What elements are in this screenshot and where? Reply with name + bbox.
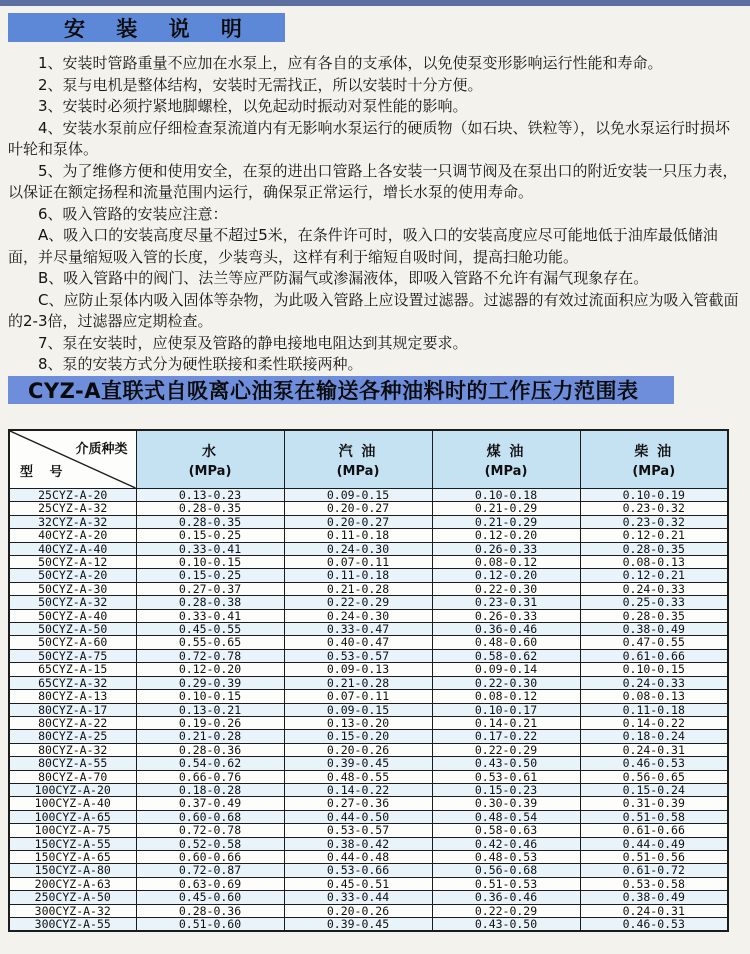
column-header	[432, 430, 580, 489]
water-pressure-cell: 0.51-0.60	[136, 918, 284, 932]
water-pressure-cell: 0.15-0.25	[136, 569, 284, 582]
water-pressure-cell: 0.28-0.38	[136, 596, 284, 609]
model-cell: 80CYZ-A-70	[9, 770, 136, 783]
diesel-pressure-cell: 0.46-0.53	[580, 918, 728, 932]
water-pressure-cell: 0.66-0.76	[136, 770, 284, 783]
kerosene-pressure-cell: 0.42-0.46	[432, 837, 580, 850]
table-row	[9, 623, 728, 636]
water-pressure-cell: 0.29-0.39	[136, 676, 284, 689]
model-cell: 100CYZ-A-40	[9, 797, 136, 810]
kerosene-pressure-cell: 0.43-0.50	[432, 918, 580, 932]
model-cell: 65CYZ-A-15	[9, 663, 136, 676]
model-cell: 50CYZ-A-50	[9, 623, 136, 636]
table-row	[9, 770, 728, 783]
water-pressure-cell: 0.60-0.68	[136, 810, 284, 823]
kerosene-pressure-cell: 0.58-0.62	[432, 649, 580, 662]
diesel-pressure-cell: 0.10-0.15	[580, 663, 728, 676]
instruction-item: A、吸入口的安装高度尽量不超过5米，在条件许可时，吸入口的安装高度应尽可能地低于油库最低储油面，并尽量缩短吸入管的长度，少装弯头，这样有利于缩短自吸时间，提高扫舱功能。	[8, 226, 718, 266]
water-pressure-cell: 0.28-0.35	[136, 502, 284, 515]
kerosene-pressure-cell: 0.51-0.53	[432, 877, 580, 890]
diesel-pressure-cell: 0.25-0.33	[580, 596, 728, 609]
instruction-item: 6、吸入管路的安装应注意：	[38, 204, 228, 223]
model-cell: 100CYZ-A-20	[9, 783, 136, 796]
table-row	[9, 663, 728, 676]
gasoline-pressure-cell: 0.22-0.29	[284, 596, 432, 609]
diesel-pressure-cell: 0.24-0.33	[580, 676, 728, 689]
gasoline-pressure-cell: 0.21-0.28	[284, 582, 432, 595]
kerosene-pressure-cell: 0.22-0.30	[432, 582, 580, 595]
instruction-item: B、吸入管路中的阀门、法兰等应严防漏气或渗漏液体，即吸入管路不允许有漏气现象存在。	[38, 269, 649, 287]
diesel-pressure-cell: 0.14-0.22	[580, 716, 728, 729]
diesel-pressure-cell: 0.61-0.66	[580, 649, 728, 662]
column-header	[284, 430, 432, 489]
model-cell: 80CYZ-A-32	[9, 743, 136, 756]
kerosene-pressure-cell: 0.53-0.61	[432, 770, 580, 783]
table-row	[9, 703, 728, 716]
table-body	[9, 489, 728, 932]
table-row	[9, 730, 728, 743]
kerosene-pressure-cell: 0.26-0.33	[432, 609, 580, 622]
water-pressure-cell: 0.72-0.78	[136, 824, 284, 837]
table-row	[9, 864, 728, 877]
table-row	[9, 810, 728, 823]
water-pressure-cell: 0.63-0.69	[136, 877, 284, 890]
water-pressure-cell: 0.19-0.26	[136, 716, 284, 729]
water-pressure-cell: 0.28-0.36	[136, 743, 284, 756]
table-row	[9, 636, 728, 649]
water-pressure-cell: 0.27-0.37	[136, 582, 284, 595]
model-cell: 80CYZ-A-13	[9, 690, 136, 703]
kerosene-pressure-cell: 0.08-0.12	[432, 556, 580, 569]
kerosene-pressure-cell: 0.43-0.50	[432, 757, 580, 770]
gasoline-pressure-cell: 0.33-0.47	[284, 623, 432, 636]
water-pressure-cell: 0.10-0.15	[136, 690, 284, 703]
column-header-unit: (MPa)	[632, 463, 676, 479]
kerosene-pressure-cell: 0.21-0.29	[432, 502, 580, 515]
model-cell: 65CYZ-A-32	[9, 676, 136, 689]
instruction-item: C、应防止泵体内吸入固体等杂物，为此吸入管路上应设置过滤器。过滤器的有效过流面积应为吸入管截面的2-3倍，过滤器应定期检查。	[8, 290, 739, 330]
column-header-name: 汽 油	[338, 443, 378, 460]
model-cell: 50CYZ-A-12	[9, 556, 136, 569]
kerosene-pressure-cell: 0.36-0.46	[432, 891, 580, 904]
column-header-unit: (MPa)	[336, 463, 380, 479]
water-pressure-cell: 0.52-0.58	[136, 837, 284, 850]
kerosene-pressure-cell: 0.48-0.54	[432, 810, 580, 823]
table-row	[9, 918, 728, 932]
instruction-item: 1、安装时管路重量不应加在水泵上，应有各自的支承体，以免使泵变形影响运行性能和寿命。	[38, 54, 663, 72]
kerosene-pressure-cell: 0.21-0.29	[432, 515, 580, 528]
diesel-pressure-cell: 0.38-0.49	[580, 891, 728, 904]
water-pressure-cell: 0.45-0.55	[136, 623, 284, 636]
water-pressure-cell: 0.13-0.21	[136, 703, 284, 716]
gasoline-pressure-cell: 0.09-0.15	[284, 703, 432, 716]
gasoline-pressure-cell: 0.11-0.18	[284, 569, 432, 582]
gasoline-pressure-cell: 0.07-0.11	[284, 556, 432, 569]
kerosene-pressure-cell: 0.56-0.68	[432, 864, 580, 877]
scan-edge-strip	[0, 0, 750, 6]
kerosene-pressure-cell: 0.10-0.17	[432, 703, 580, 716]
column-header	[136, 430, 284, 489]
kerosene-pressure-cell: 0.17-0.22	[432, 730, 580, 743]
water-pressure-cell: 0.60-0.66	[136, 850, 284, 863]
table-row	[9, 716, 728, 729]
diesel-pressure-cell: 0.28-0.35	[580, 609, 728, 622]
gasoline-pressure-cell: 0.53-0.66	[284, 864, 432, 877]
table-row	[9, 877, 728, 890]
table-row	[9, 743, 728, 756]
diesel-pressure-cell: 0.24-0.31	[580, 743, 728, 756]
gasoline-pressure-cell: 0.40-0.47	[284, 636, 432, 649]
gasoline-pressure-cell: 0.38-0.42	[284, 837, 432, 850]
gasoline-pressure-cell: 0.11-0.18	[284, 529, 432, 542]
table-header-row	[9, 430, 728, 489]
table-row	[9, 891, 728, 904]
table-row	[9, 797, 728, 810]
water-pressure-cell: 0.18-0.28	[136, 783, 284, 796]
column-header-name: 水	[202, 443, 218, 460]
diesel-pressure-cell: 0.61-0.72	[580, 864, 728, 877]
table-row	[9, 596, 728, 609]
column-header-unit: (MPa)	[484, 463, 528, 479]
gasoline-pressure-cell: 0.39-0.45	[284, 757, 432, 770]
diesel-pressure-cell: 0.38-0.49	[580, 623, 728, 636]
diesel-pressure-cell: 0.15-0.24	[580, 783, 728, 796]
model-cell: 300CYZ-A-55	[9, 918, 136, 932]
kerosene-pressure-cell: 0.23-0.31	[432, 596, 580, 609]
table-row	[9, 837, 728, 850]
table-row	[9, 904, 728, 917]
model-cell: 200CYZ-A-63	[9, 877, 136, 890]
model-cell: 100CYZ-A-75	[9, 824, 136, 837]
table-row	[9, 690, 728, 703]
gasoline-pressure-cell: 0.44-0.50	[284, 810, 432, 823]
gasoline-pressure-cell: 0.15-0.20	[284, 730, 432, 743]
gasoline-pressure-cell: 0.45-0.51	[284, 877, 432, 890]
gasoline-pressure-cell: 0.53-0.57	[284, 649, 432, 662]
kerosene-pressure-cell: 0.22-0.29	[432, 904, 580, 917]
kerosene-pressure-cell: 0.10-0.18	[432, 489, 580, 502]
diesel-pressure-cell: 0.56-0.65	[580, 770, 728, 783]
diesel-pressure-cell: 0.11-0.18	[580, 703, 728, 716]
model-cell: 50CYZ-A-40	[9, 609, 136, 622]
gasoline-pressure-cell: 0.27-0.36	[284, 797, 432, 810]
diesel-pressure-cell: 0.46-0.53	[580, 757, 728, 770]
diesel-pressure-cell: 0.23-0.32	[580, 502, 728, 515]
diesel-pressure-cell: 0.28-0.35	[580, 542, 728, 555]
diesel-pressure-cell: 0.12-0.21	[580, 569, 728, 582]
model-cell: 50CYZ-A-75	[9, 649, 136, 662]
gasoline-pressure-cell: 0.44-0.48	[284, 850, 432, 863]
corner-label-model: 型 号	[20, 465, 69, 480]
diesel-pressure-cell: 0.51-0.58	[580, 810, 728, 823]
gasoline-pressure-cell: 0.09-0.13	[284, 663, 432, 676]
kerosene-pressure-cell: 0.12-0.20	[432, 569, 580, 582]
gasoline-pressure-cell: 0.53-0.57	[284, 824, 432, 837]
column-header-unit: (MPa)	[188, 463, 232, 479]
table-row	[9, 676, 728, 689]
diesel-pressure-cell: 0.24-0.33	[580, 582, 728, 595]
section-title-bar	[8, 13, 285, 42]
kerosene-pressure-cell: 0.36-0.46	[432, 623, 580, 636]
model-cell: 32CYZ-A-32	[9, 515, 136, 528]
water-pressure-cell: 0.72-0.78	[136, 649, 284, 662]
gasoline-pressure-cell: 0.20-0.27	[284, 515, 432, 528]
diesel-pressure-cell: 0.51-0.56	[580, 850, 728, 863]
kerosene-pressure-cell: 0.22-0.29	[432, 743, 580, 756]
model-cell: 80CYZ-A-55	[9, 757, 136, 770]
diesel-pressure-cell: 0.23-0.32	[580, 515, 728, 528]
table-row	[9, 569, 728, 582]
table-row	[9, 824, 728, 837]
corner-label-media-type: 介质种类	[75, 442, 128, 457]
table-row	[9, 783, 728, 796]
kerosene-pressure-cell: 0.15-0.23	[432, 783, 580, 796]
water-pressure-cell: 0.37-0.49	[136, 797, 284, 810]
instruction-item: 4、安装水泵前应仔细检查泵流道内有无影响水泵运行的硬质物（如石块、铁粒等），以免水泵运行时损坏叶轮和泵体。	[8, 118, 731, 158]
water-pressure-cell: 0.33-0.41	[136, 542, 284, 555]
table-row	[9, 649, 728, 662]
table-title-banner	[8, 376, 674, 404]
water-pressure-cell: 0.54-0.62	[136, 757, 284, 770]
model-cell: 50CYZ-A-32	[9, 596, 136, 609]
model-cell: 50CYZ-A-30	[9, 582, 136, 595]
diesel-pressure-cell: 0.18-0.24	[580, 730, 728, 743]
instruction-item: 2、泵与电机是整体结构，安装时无需找正，所以安装时十分方便。	[38, 75, 483, 94]
model-cell: 40CYZ-A-20	[9, 529, 136, 542]
model-cell: 150CYZ-A-65	[9, 850, 136, 863]
table-row	[9, 489, 728, 502]
water-pressure-cell: 0.45-0.60	[136, 891, 284, 904]
table-row	[9, 529, 728, 542]
water-pressure-cell: 0.15-0.25	[136, 529, 284, 542]
gasoline-pressure-cell: 0.21-0.28	[284, 676, 432, 689]
table-row	[9, 609, 728, 622]
gasoline-pressure-cell: 0.09-0.15	[284, 489, 432, 502]
diesel-pressure-cell: 0.08-0.13	[580, 690, 728, 703]
gasoline-pressure-cell: 0.24-0.30	[284, 609, 432, 622]
diesel-pressure-cell: 0.12-0.21	[580, 529, 728, 542]
table-row	[9, 502, 728, 515]
kerosene-pressure-cell: 0.09-0.14	[432, 663, 580, 676]
kerosene-pressure-cell: 0.30-0.39	[432, 797, 580, 810]
column-header-name: 煤 油	[486, 443, 526, 460]
kerosene-pressure-cell: 0.22-0.30	[432, 676, 580, 689]
model-cell: 300CYZ-A-32	[9, 904, 136, 917]
table-row	[9, 757, 728, 770]
water-pressure-cell: 0.13-0.23	[136, 489, 284, 502]
model-cell: 100CYZ-A-65	[9, 810, 136, 823]
diesel-pressure-cell: 0.44-0.49	[580, 837, 728, 850]
table-row	[9, 542, 728, 555]
kerosene-pressure-cell: 0.26-0.33	[432, 542, 580, 555]
kerosene-pressure-cell: 0.48-0.53	[432, 850, 580, 863]
diesel-pressure-cell: 0.10-0.19	[580, 489, 728, 502]
diesel-pressure-cell: 0.47-0.55	[580, 636, 728, 649]
diesel-pressure-cell: 0.53-0.58	[580, 877, 728, 890]
instruction-item: 5、为了维修方便和使用安全，在泵的进出口管路上各安装一只调节阀及在泵出口的附近安装一只压力表，以保证在额定扬程和流量范围内运行，确保泵正常运行，增长水泵的使用寿命。	[8, 161, 738, 201]
gasoline-pressure-cell: 0.33-0.44	[284, 891, 432, 904]
model-cell: 25CYZ-A-32	[9, 502, 136, 515]
model-cell: 40CYZ-A-40	[9, 542, 136, 555]
section-title: 安 装 说 明	[64, 16, 254, 41]
column-header-name: 柴 油	[634, 443, 674, 460]
model-cell: 25CYZ-A-20	[9, 489, 136, 502]
gasoline-pressure-cell: 0.24-0.30	[284, 542, 432, 555]
installation-instructions	[8, 53, 745, 376]
diesel-pressure-cell: 0.61-0.66	[580, 824, 728, 837]
gasoline-pressure-cell: 0.07-0.11	[284, 690, 432, 703]
instruction-item: 7、泵在安装时，应使泵及管路的静电接地电阻达到其规定要求。	[38, 333, 468, 352]
model-cell: 80CYZ-A-25	[9, 730, 136, 743]
water-pressure-cell: 0.28-0.36	[136, 904, 284, 917]
gasoline-pressure-cell: 0.13-0.20	[284, 716, 432, 729]
water-pressure-cell: 0.12-0.20	[136, 663, 284, 676]
water-pressure-cell: 0.10-0.15	[136, 556, 284, 569]
kerosene-pressure-cell: 0.12-0.20	[432, 529, 580, 542]
kerosene-pressure-cell: 0.14-0.21	[432, 716, 580, 729]
model-cell: 50CYZ-A-60	[9, 636, 136, 649]
kerosene-pressure-cell: 0.48-0.60	[432, 636, 580, 649]
gasoline-pressure-cell: 0.20-0.26	[284, 743, 432, 756]
table-title: CYZ-A直联式自吸离心油泵在输送各种油料时的工作压力范围表	[28, 379, 639, 403]
water-pressure-cell: 0.33-0.41	[136, 609, 284, 622]
diesel-pressure-cell: 0.08-0.13	[580, 556, 728, 569]
diesel-pressure-cell: 0.24-0.31	[580, 904, 728, 917]
table-row	[9, 556, 728, 569]
table-row	[9, 850, 728, 863]
model-cell: 150CYZ-A-80	[9, 864, 136, 877]
instruction-item: 3、安装时必须拧紧地脚螺栓，以免起动时振动对泵性能的影响。	[38, 97, 468, 115]
gasoline-pressure-cell: 0.20-0.27	[284, 502, 432, 515]
gasoline-pressure-cell: 0.39-0.45	[284, 918, 432, 932]
model-cell: 80CYZ-A-17	[9, 703, 136, 716]
water-pressure-cell: 0.28-0.35	[136, 515, 284, 528]
table-corner-cell	[9, 430, 136, 489]
water-pressure-cell: 0.21-0.28	[136, 730, 284, 743]
table-row	[9, 582, 728, 595]
table-row	[9, 515, 728, 528]
instruction-item: 8、泵的安装方式分为硬性联接和柔性联接两种。	[38, 355, 363, 373]
model-cell: 150CYZ-A-55	[9, 837, 136, 850]
column-header	[580, 430, 728, 489]
model-cell: 250CYZ-A-50	[9, 891, 136, 904]
pressure-range-table	[8, 429, 729, 932]
model-cell: 50CYZ-A-20	[9, 569, 136, 582]
diesel-pressure-cell: 0.31-0.39	[580, 797, 728, 810]
water-pressure-cell: 0.72-0.87	[136, 864, 284, 877]
kerosene-pressure-cell: 0.08-0.12	[432, 690, 580, 703]
gasoline-pressure-cell: 0.14-0.22	[284, 783, 432, 796]
kerosene-pressure-cell: 0.58-0.63	[432, 824, 580, 837]
water-pressure-cell: 0.55-0.65	[136, 636, 284, 649]
gasoline-pressure-cell: 0.48-0.55	[284, 770, 432, 783]
gasoline-pressure-cell: 0.20-0.26	[284, 904, 432, 917]
model-cell: 80CYZ-A-22	[9, 716, 136, 729]
